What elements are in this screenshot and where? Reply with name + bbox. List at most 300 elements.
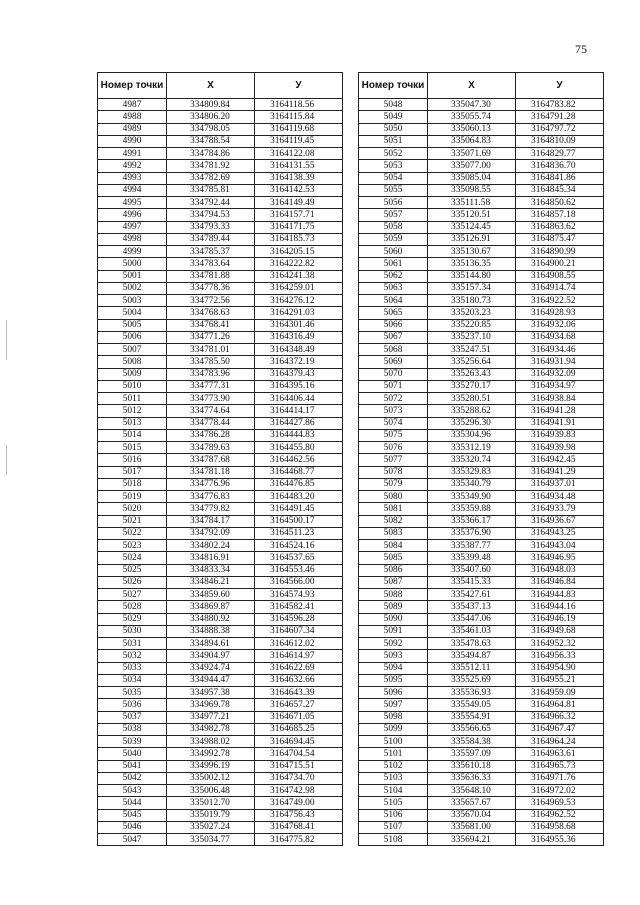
y-coordinate-cell: 3164372.19 [255, 356, 343, 368]
y-coordinate-cell: 3164850.62 [516, 197, 604, 209]
x-coordinate-cell: 335681.00 [428, 821, 516, 833]
y-coordinate-cell: 3164934.68 [516, 331, 604, 343]
table-row [359, 135, 604, 147]
y-coordinate-cell: 3164939.98 [516, 442, 604, 454]
point-number-cell: 5052 [359, 148, 428, 160]
table-row [359, 687, 604, 699]
point-number-cell: 5065 [359, 307, 428, 319]
point-number-cell: 5099 [359, 723, 428, 735]
page-number: 75 [575, 42, 587, 56]
y-coordinate-cell: 3164462.56 [255, 454, 343, 466]
x-coordinate-cell: 335366.17 [428, 515, 516, 527]
x-coordinate-cell: 334880.92 [167, 613, 255, 625]
x-coordinate-cell: 334789.63 [167, 442, 255, 454]
x-coordinate-cell: 335047.30 [428, 99, 516, 111]
point-number-cell: 5050 [359, 123, 428, 135]
y-coordinate-cell: 3164928.93 [516, 307, 604, 319]
point-number-cell: 4990 [98, 135, 167, 147]
point-number-cell: 5024 [98, 552, 167, 564]
x-coordinate-cell: 335027.24 [167, 821, 255, 833]
y-coordinate-cell: 3164157.71 [255, 209, 343, 221]
y-coordinate-cell: 3164969.53 [516, 797, 604, 809]
point-number-cell: 5094 [359, 662, 428, 674]
y-coordinate-cell: 3164836.70 [516, 160, 604, 172]
table-row [359, 344, 604, 356]
y-coordinate-cell: 3164291.03 [255, 307, 343, 319]
point-number-cell: 5066 [359, 319, 428, 331]
x-coordinate-cell: 335437.13 [428, 601, 516, 613]
table-row [98, 442, 343, 454]
point-number-cell: 5018 [98, 478, 167, 490]
y-coordinate-cell: 3164944.83 [516, 589, 604, 601]
x-coordinate-cell: 335657.67 [428, 797, 516, 809]
x-coordinate-cell: 334798.05 [167, 123, 255, 135]
x-coordinate-cell: 335512.11 [428, 662, 516, 674]
x-coordinate-cell: 335203.23 [428, 307, 516, 319]
table-row [359, 368, 604, 380]
point-number-cell: 5092 [359, 638, 428, 650]
x-coordinate-cell: 335399.48 [428, 552, 516, 564]
y-coordinate-cell: 3164955.36 [516, 834, 604, 846]
y-coordinate-cell: 3164119.68 [255, 123, 343, 135]
point-number-cell: 4988 [98, 111, 167, 123]
point-number-cell: 5089 [359, 601, 428, 613]
table-row [98, 821, 343, 833]
x-coordinate-cell: 335387.77 [428, 540, 516, 552]
table-row [359, 454, 604, 466]
y-coordinate-cell: 3164971.76 [516, 772, 604, 784]
x-coordinate-cell: 334944.47 [167, 674, 255, 686]
header-y: У [516, 73, 604, 99]
point-number-cell: 5073 [359, 405, 428, 417]
x-coordinate-cell: 335478.63 [428, 638, 516, 650]
table-row [98, 736, 343, 748]
y-coordinate-cell: 3164574.93 [255, 589, 343, 601]
point-number-cell: 5038 [98, 723, 167, 735]
point-number-cell: 5027 [98, 589, 167, 601]
x-coordinate-cell: 335270.17 [428, 380, 516, 392]
y-coordinate-cell: 3164922.52 [516, 295, 604, 307]
y-coordinate-cell: 3164468.77 [255, 466, 343, 478]
table-row [98, 368, 343, 380]
point-number-cell: 5090 [359, 613, 428, 625]
point-number-cell: 5075 [359, 429, 428, 441]
point-number-cell: 5012 [98, 405, 167, 417]
table-row [359, 221, 604, 233]
table-row [98, 834, 343, 846]
table-row [359, 160, 604, 172]
point-number-cell: 5028 [98, 601, 167, 613]
y-coordinate-cell: 3164931.94 [516, 356, 604, 368]
table-row [359, 723, 604, 735]
y-coordinate-cell: 3164963.61 [516, 748, 604, 760]
y-coordinate-cell: 3164959.09 [516, 687, 604, 699]
table-row [359, 99, 604, 111]
y-coordinate-cell: 3164612.02 [255, 638, 343, 650]
x-coordinate-cell: 334776.83 [167, 491, 255, 503]
x-coordinate-cell: 334773.90 [167, 393, 255, 405]
point-number-cell: 5033 [98, 662, 167, 674]
point-number-cell: 5001 [98, 270, 167, 282]
x-coordinate-cell: 335247.51 [428, 344, 516, 356]
point-number-cell: 5080 [359, 491, 428, 503]
point-number-cell: 5015 [98, 442, 167, 454]
table-row [98, 491, 343, 503]
x-coordinate-cell: 335320.74 [428, 454, 516, 466]
x-coordinate-cell: 334771.26 [167, 331, 255, 343]
table-row [98, 417, 343, 429]
x-coordinate-cell: 334785.50 [167, 356, 255, 368]
x-coordinate-cell: 334894.61 [167, 638, 255, 650]
y-coordinate-cell: 3164890.99 [516, 246, 604, 258]
x-coordinate-cell: 335157.34 [428, 282, 516, 294]
table-row [359, 197, 604, 209]
point-number-cell: 5006 [98, 331, 167, 343]
y-coordinate-cell: 3164943.04 [516, 540, 604, 552]
table-row [98, 172, 343, 184]
table-row [359, 625, 604, 637]
point-number-cell: 4994 [98, 184, 167, 196]
point-number-cell: 5000 [98, 258, 167, 270]
y-coordinate-cell: 3164933.79 [516, 503, 604, 515]
y-coordinate-cell: 3164972.02 [516, 785, 604, 797]
x-coordinate-cell: 335064.83 [428, 135, 516, 147]
table-row [98, 589, 343, 601]
table-row [359, 491, 604, 503]
table-row [98, 527, 343, 539]
point-number-cell: 5070 [359, 368, 428, 380]
x-coordinate-cell: 335525.69 [428, 674, 516, 686]
point-number-cell: 4995 [98, 197, 167, 209]
table-row [359, 638, 604, 650]
table-row [98, 674, 343, 686]
y-coordinate-cell: 3164643.39 [255, 687, 343, 699]
table-row [359, 111, 604, 123]
x-coordinate-cell: 335447.06 [428, 613, 516, 625]
x-coordinate-cell: 334776.96 [167, 478, 255, 490]
point-number-cell: 5067 [359, 331, 428, 343]
x-coordinate-cell: 334816.91 [167, 552, 255, 564]
header-point-number: Номер точки [98, 73, 167, 99]
y-coordinate-cell: 3164119.45 [255, 135, 343, 147]
x-coordinate-cell: 335554.91 [428, 711, 516, 723]
y-coordinate-cell: 3164900.21 [516, 258, 604, 270]
point-number-cell: 4989 [98, 123, 167, 135]
x-coordinate-cell: 335237.10 [428, 331, 516, 343]
y-coordinate-cell: 3164553.46 [255, 564, 343, 576]
point-number-cell: 4996 [98, 209, 167, 221]
x-coordinate-cell: 335220.85 [428, 319, 516, 331]
table-row [359, 662, 604, 674]
x-coordinate-cell: 334833.34 [167, 564, 255, 576]
x-coordinate-cell: 335566.65 [428, 723, 516, 735]
table-row [359, 184, 604, 196]
y-coordinate-cell: 3164122.08 [255, 148, 343, 160]
y-coordinate-cell: 3164704.54 [255, 748, 343, 760]
table-row [98, 307, 343, 319]
point-number-cell: 5014 [98, 429, 167, 441]
table-row [98, 319, 343, 331]
y-coordinate-cell: 3164941.91 [516, 417, 604, 429]
x-coordinate-cell: 335019.79 [167, 809, 255, 821]
x-coordinate-cell: 334802.24 [167, 540, 255, 552]
y-coordinate-cell: 3164491.45 [255, 503, 343, 515]
y-coordinate-cell: 3164149.49 [255, 197, 343, 209]
x-coordinate-cell: 335359.88 [428, 503, 516, 515]
x-coordinate-cell: 334809.84 [167, 99, 255, 111]
x-coordinate-cell: 334992.78 [167, 748, 255, 760]
table-row [359, 209, 604, 221]
table-row [359, 797, 604, 809]
y-coordinate-cell: 3164749.00 [255, 797, 343, 809]
x-coordinate-cell: 335124.45 [428, 221, 516, 233]
x-coordinate-cell: 334788.54 [167, 135, 255, 147]
table-row [98, 405, 343, 417]
y-coordinate-cell: 3164967.47 [516, 723, 604, 735]
table-row [359, 331, 604, 343]
y-coordinate-cell: 3164941.28 [516, 405, 604, 417]
x-coordinate-cell: 334784.17 [167, 515, 255, 527]
x-coordinate-cell: 334957.38 [167, 687, 255, 699]
x-coordinate-cell: 334782.69 [167, 172, 255, 184]
x-coordinate-cell: 335136.35 [428, 258, 516, 270]
table-row [359, 356, 604, 368]
table-row [98, 270, 343, 282]
table-row [359, 564, 604, 576]
y-coordinate-cell: 3164756.43 [255, 809, 343, 821]
table-row [359, 821, 604, 833]
y-coordinate-cell: 3164946.19 [516, 613, 604, 625]
y-coordinate-cell: 3164958.68 [516, 821, 604, 833]
x-coordinate-cell: 335288.62 [428, 405, 516, 417]
table-row [98, 748, 343, 760]
table-row [98, 221, 343, 233]
y-coordinate-cell: 3164524.16 [255, 540, 343, 552]
table-row [359, 809, 604, 821]
table-row [359, 760, 604, 772]
table-row [98, 233, 343, 245]
y-coordinate-cell: 3164863.62 [516, 221, 604, 233]
point-number-cell: 5041 [98, 760, 167, 772]
table-row [98, 797, 343, 809]
point-number-cell: 5008 [98, 356, 167, 368]
table-row [98, 344, 343, 356]
scan-margin-mark [6, 445, 7, 475]
y-coordinate-cell: 3164934.97 [516, 380, 604, 392]
x-coordinate-cell: 335494.87 [428, 650, 516, 662]
y-coordinate-cell: 3164783.82 [516, 99, 604, 111]
y-coordinate-cell: 3164841.86 [516, 172, 604, 184]
x-coordinate-cell: 334794.53 [167, 209, 255, 221]
point-number-cell: 5105 [359, 797, 428, 809]
x-coordinate-cell: 335427.61 [428, 589, 516, 601]
x-coordinate-cell: 334988.02 [167, 736, 255, 748]
x-coordinate-cell: 334792.09 [167, 527, 255, 539]
x-coordinate-cell: 335055.74 [428, 111, 516, 123]
y-coordinate-cell: 3164500.17 [255, 515, 343, 527]
point-number-cell: 5056 [359, 197, 428, 209]
table-row [359, 589, 604, 601]
point-number-cell: 5071 [359, 380, 428, 392]
x-coordinate-cell: 334774.64 [167, 405, 255, 417]
table-row [359, 295, 604, 307]
x-coordinate-cell: 334781.88 [167, 270, 255, 282]
table-row [98, 356, 343, 368]
point-number-cell: 5039 [98, 736, 167, 748]
y-coordinate-cell: 3164875.47 [516, 233, 604, 245]
table-row [98, 662, 343, 674]
table-header-row [359, 73, 604, 99]
y-coordinate-cell: 3164937.01 [516, 478, 604, 490]
y-coordinate-cell: 3164348.49 [255, 344, 343, 356]
table-row [98, 197, 343, 209]
table-row [359, 650, 604, 662]
x-coordinate-cell: 334786.28 [167, 429, 255, 441]
x-coordinate-cell: 335694.21 [428, 834, 516, 846]
y-coordinate-cell: 3164657.27 [255, 699, 343, 711]
point-number-cell: 5061 [359, 258, 428, 270]
x-coordinate-cell: 334783.64 [167, 258, 255, 270]
table-row [98, 564, 343, 576]
y-coordinate-cell: 3164934.46 [516, 344, 604, 356]
x-coordinate-cell: 335415.33 [428, 576, 516, 588]
y-coordinate-cell: 3164946.84 [516, 576, 604, 588]
x-coordinate-cell: 334768.63 [167, 307, 255, 319]
point-number-cell: 5095 [359, 674, 428, 686]
x-coordinate-cell: 334778.36 [167, 282, 255, 294]
point-number-cell: 5098 [359, 711, 428, 723]
x-coordinate-cell: 334785.81 [167, 184, 255, 196]
x-coordinate-cell: 334785.37 [167, 246, 255, 258]
y-coordinate-cell: 3164956.33 [516, 650, 604, 662]
y-coordinate-cell: 3164118.56 [255, 99, 343, 111]
x-coordinate-cell: 334781.18 [167, 466, 255, 478]
y-coordinate-cell: 3164952.32 [516, 638, 604, 650]
scan-margin-mark [6, 320, 7, 360]
table-row [359, 736, 604, 748]
y-coordinate-cell: 3164685.25 [255, 723, 343, 735]
header-x: X [428, 73, 516, 99]
y-coordinate-cell: 3164944.16 [516, 601, 604, 613]
x-coordinate-cell: 334846.21 [167, 576, 255, 588]
point-number-cell: 5074 [359, 417, 428, 429]
table-row [359, 674, 604, 686]
table-row [359, 258, 604, 270]
y-coordinate-cell: 3164715.51 [255, 760, 343, 772]
table-row [98, 111, 343, 123]
x-coordinate-cell: 335280.51 [428, 393, 516, 405]
point-number-cell: 5029 [98, 613, 167, 625]
table-row [98, 295, 343, 307]
coordinates-table-right [358, 72, 604, 846]
table-row [98, 331, 343, 343]
point-number-cell: 5043 [98, 785, 167, 797]
y-coordinate-cell: 3164791.28 [516, 111, 604, 123]
x-coordinate-cell: 334969.78 [167, 699, 255, 711]
table-row [98, 613, 343, 625]
table-row [359, 552, 604, 564]
point-number-cell: 5040 [98, 748, 167, 760]
table-row [98, 258, 343, 270]
table-row [359, 576, 604, 588]
point-number-cell: 5025 [98, 564, 167, 576]
y-coordinate-cell: 3164301.46 [255, 319, 343, 331]
y-coordinate-cell: 3164205.15 [255, 246, 343, 258]
point-number-cell: 5097 [359, 699, 428, 711]
point-number-cell: 5072 [359, 393, 428, 405]
x-coordinate-cell: 334792.44 [167, 197, 255, 209]
x-coordinate-cell: 335376.90 [428, 527, 516, 539]
point-number-cell: 5102 [359, 760, 428, 772]
point-number-cell: 5036 [98, 699, 167, 711]
y-coordinate-cell: 3164142.53 [255, 184, 343, 196]
point-number-cell: 5084 [359, 540, 428, 552]
point-number-cell: 5019 [98, 491, 167, 503]
x-coordinate-cell: 335312.19 [428, 442, 516, 454]
x-coordinate-cell: 335071.69 [428, 148, 516, 160]
header-x: X [167, 73, 255, 99]
table-row [359, 405, 604, 417]
x-coordinate-cell: 335584.38 [428, 736, 516, 748]
table-row [98, 123, 343, 135]
point-number-cell: 5077 [359, 454, 428, 466]
point-number-cell: 5007 [98, 344, 167, 356]
table-row [98, 785, 343, 797]
table-row [359, 478, 604, 490]
table-row [98, 576, 343, 588]
y-coordinate-cell: 3164908.55 [516, 270, 604, 282]
table-row [359, 319, 604, 331]
point-number-cell: 5064 [359, 295, 428, 307]
table-row [98, 699, 343, 711]
y-coordinate-cell: 3164566.00 [255, 576, 343, 588]
table-row [98, 503, 343, 515]
y-coordinate-cell: 3164936.67 [516, 515, 604, 527]
x-coordinate-cell: 334924.74 [167, 662, 255, 674]
y-coordinate-cell: 3164845.34 [516, 184, 604, 196]
table-row [359, 233, 604, 245]
table-row [359, 785, 604, 797]
point-number-cell: 5053 [359, 160, 428, 172]
y-coordinate-cell: 3164614.97 [255, 650, 343, 662]
x-coordinate-cell: 334793.33 [167, 221, 255, 233]
x-coordinate-cell: 335329.83 [428, 466, 516, 478]
table-body-right [359, 99, 604, 846]
x-coordinate-cell: 334783.96 [167, 368, 255, 380]
point-number-cell: 5048 [359, 99, 428, 111]
point-number-cell: 5079 [359, 478, 428, 490]
point-number-cell: 5044 [98, 797, 167, 809]
x-coordinate-cell: 335407.60 [428, 564, 516, 576]
table-body-left [98, 99, 343, 846]
point-number-cell: 5031 [98, 638, 167, 650]
table-row [359, 711, 604, 723]
y-coordinate-cell: 3164955.21 [516, 674, 604, 686]
y-coordinate-cell: 3164511.23 [255, 527, 343, 539]
point-number-cell: 5101 [359, 748, 428, 760]
y-coordinate-cell: 3164379.43 [255, 368, 343, 380]
y-coordinate-cell: 3164943.25 [516, 527, 604, 539]
point-number-cell: 4992 [98, 160, 167, 172]
y-coordinate-cell: 3164241.38 [255, 270, 343, 282]
y-coordinate-cell: 3164276.12 [255, 295, 343, 307]
y-coordinate-cell: 3164939.83 [516, 429, 604, 441]
y-coordinate-cell: 3164414.17 [255, 405, 343, 417]
coordinates-table-left [97, 72, 343, 846]
table-row [359, 282, 604, 294]
table-row [98, 772, 343, 784]
point-number-cell: 5016 [98, 454, 167, 466]
